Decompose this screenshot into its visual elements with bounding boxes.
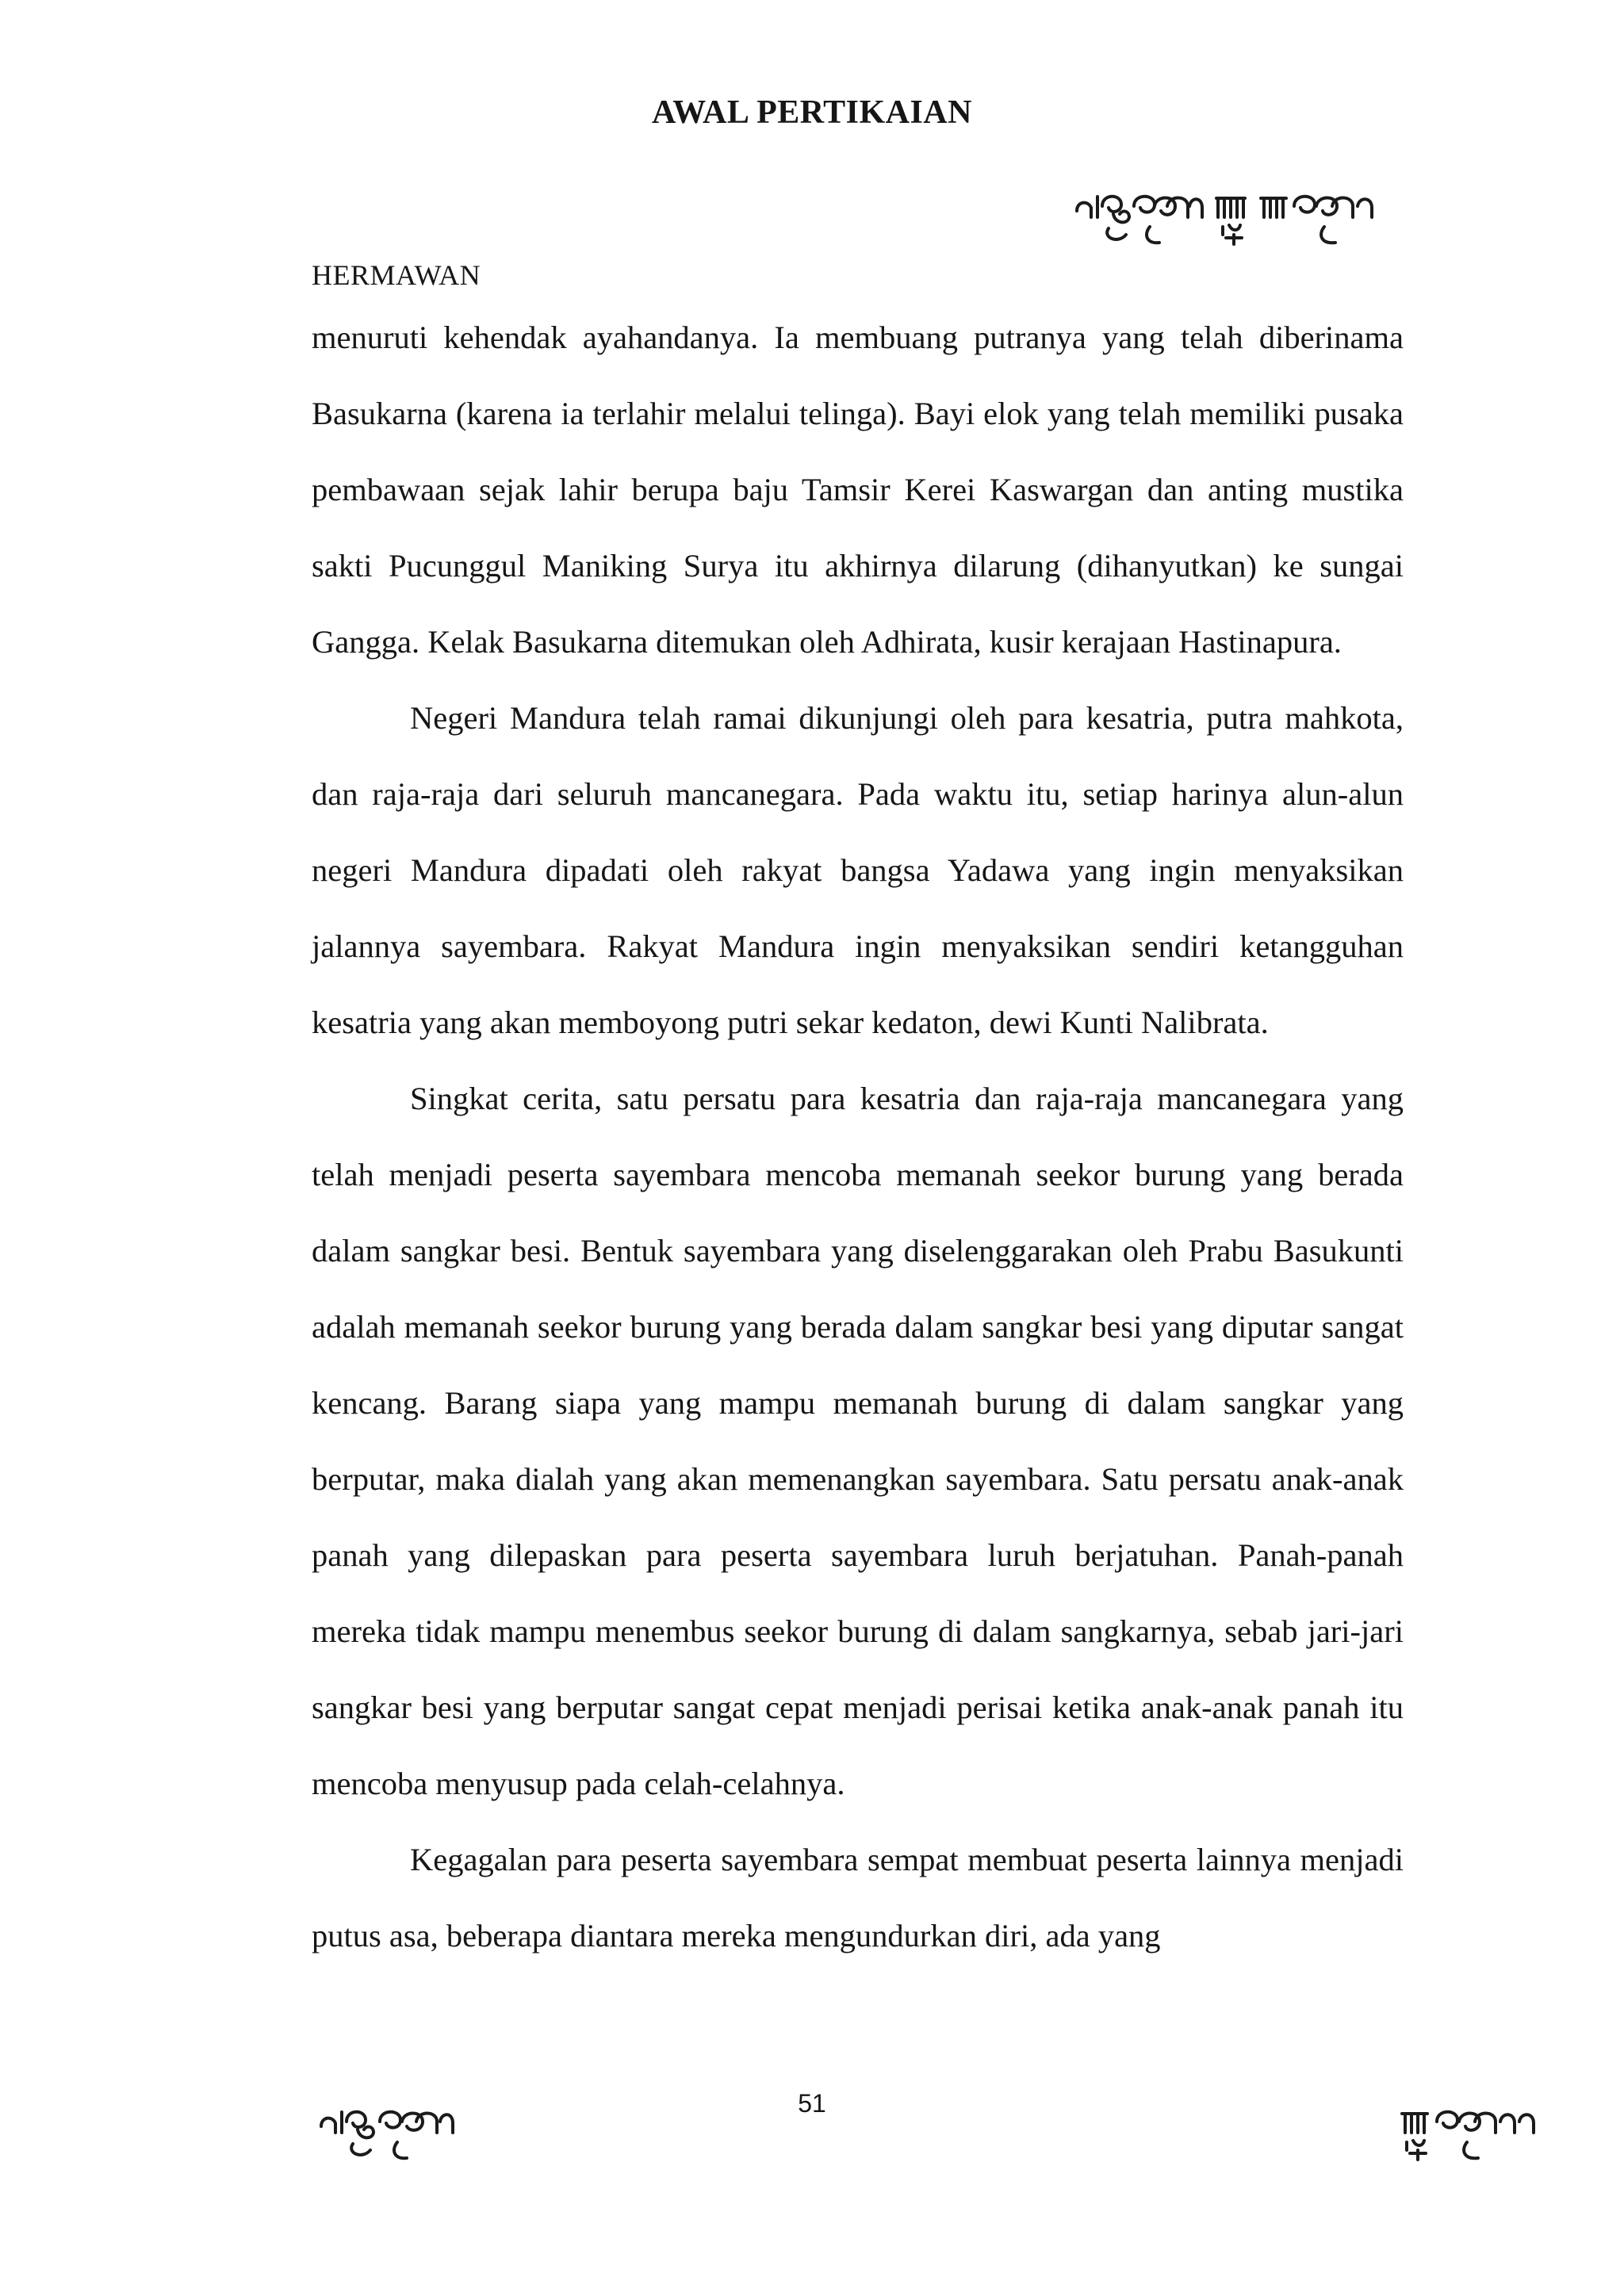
paragraph: Singkat cerita, satu persatu para kesatria dan raja-raja mancanegara yang telah menjadi peserta sayembara mencoba memanah seekor burung yang berada dalam sangkar besi. Bentuk sayembara yang diselenggarakan oleh Prabu Basukunti adalah memanah seekor burung yang berada dalam sangkar besi yang diputar sangat kencang. Barang siapa yang mampu memanah burung di dalam sangkar yang berputar, maka dialah yang akan memenangkan sayembara. Satu persatu anak-anak panah yang dilepaskan para peserta sayembara luruh berjatuhan. Panah-panah mereka tidak mampu menembus seekor burung di dalam sangkarnya, sebab jari-jari sangkar besi yang berputar sangat cepat menjadi perisai ketika anak-anak panah itu mencoba menyusup pada celah-celahnya. — [312, 1081, 1404, 1801]
author-name: HERMAWAN — [312, 259, 481, 291]
javanese-script-ornament-icon — [315, 2093, 502, 2169]
paragraph: Kegagalan para peserta sayembara sempat membuat peserta lainnya menjadi putus asa, beberapa diantara mereka mengundurkan diri, ada yang — [312, 1842, 1404, 1954]
javanese-script-ornament-icon — [1071, 179, 1404, 255]
body-text — [312, 300, 1404, 1974]
paragraph: Negeri Mandura telah ramai dikunjungi oleh para kesatria, putra mahkota, dan raja-raja dari seluruh mancanegara. Pada waktu itu, setiap harinya alun-alun negeri Mandura dipadati oleh rakyat bangsa Yadawa yang ingin menyaksikan jalannya sayembara. Rakyat Mandura ingin menyaksikan sendiri ketangguhan kesatria yang akan memboyong putri sekar kedaton, dewi Kunti Nalibrata. — [312, 700, 1404, 1040]
page-number: 51 — [798, 2089, 826, 2118]
javanese-script-ornament-icon — [1396, 2093, 1562, 2169]
chapter-title: AWAL PERTIKAIAN — [652, 94, 972, 131]
paragraph: menuruti kehendak ayahandanya. Ia membuang putranya yang telah diberinama Basukarna (karena ia terlahir melalui telinga). Bayi elok yang telah memiliki pusaka pembawaan sejak lahir berupa baju Tamsir Kerei Kaswargan dan anting mustika sakti Pucunggul Maniking Surya itu akhirnya dilarung (dihanyutkan) ke sungai Gangga. Kelak Basukarna ditemukan oleh Adhirata, kusir kerajaan Hastinapura. — [312, 320, 1404, 660]
